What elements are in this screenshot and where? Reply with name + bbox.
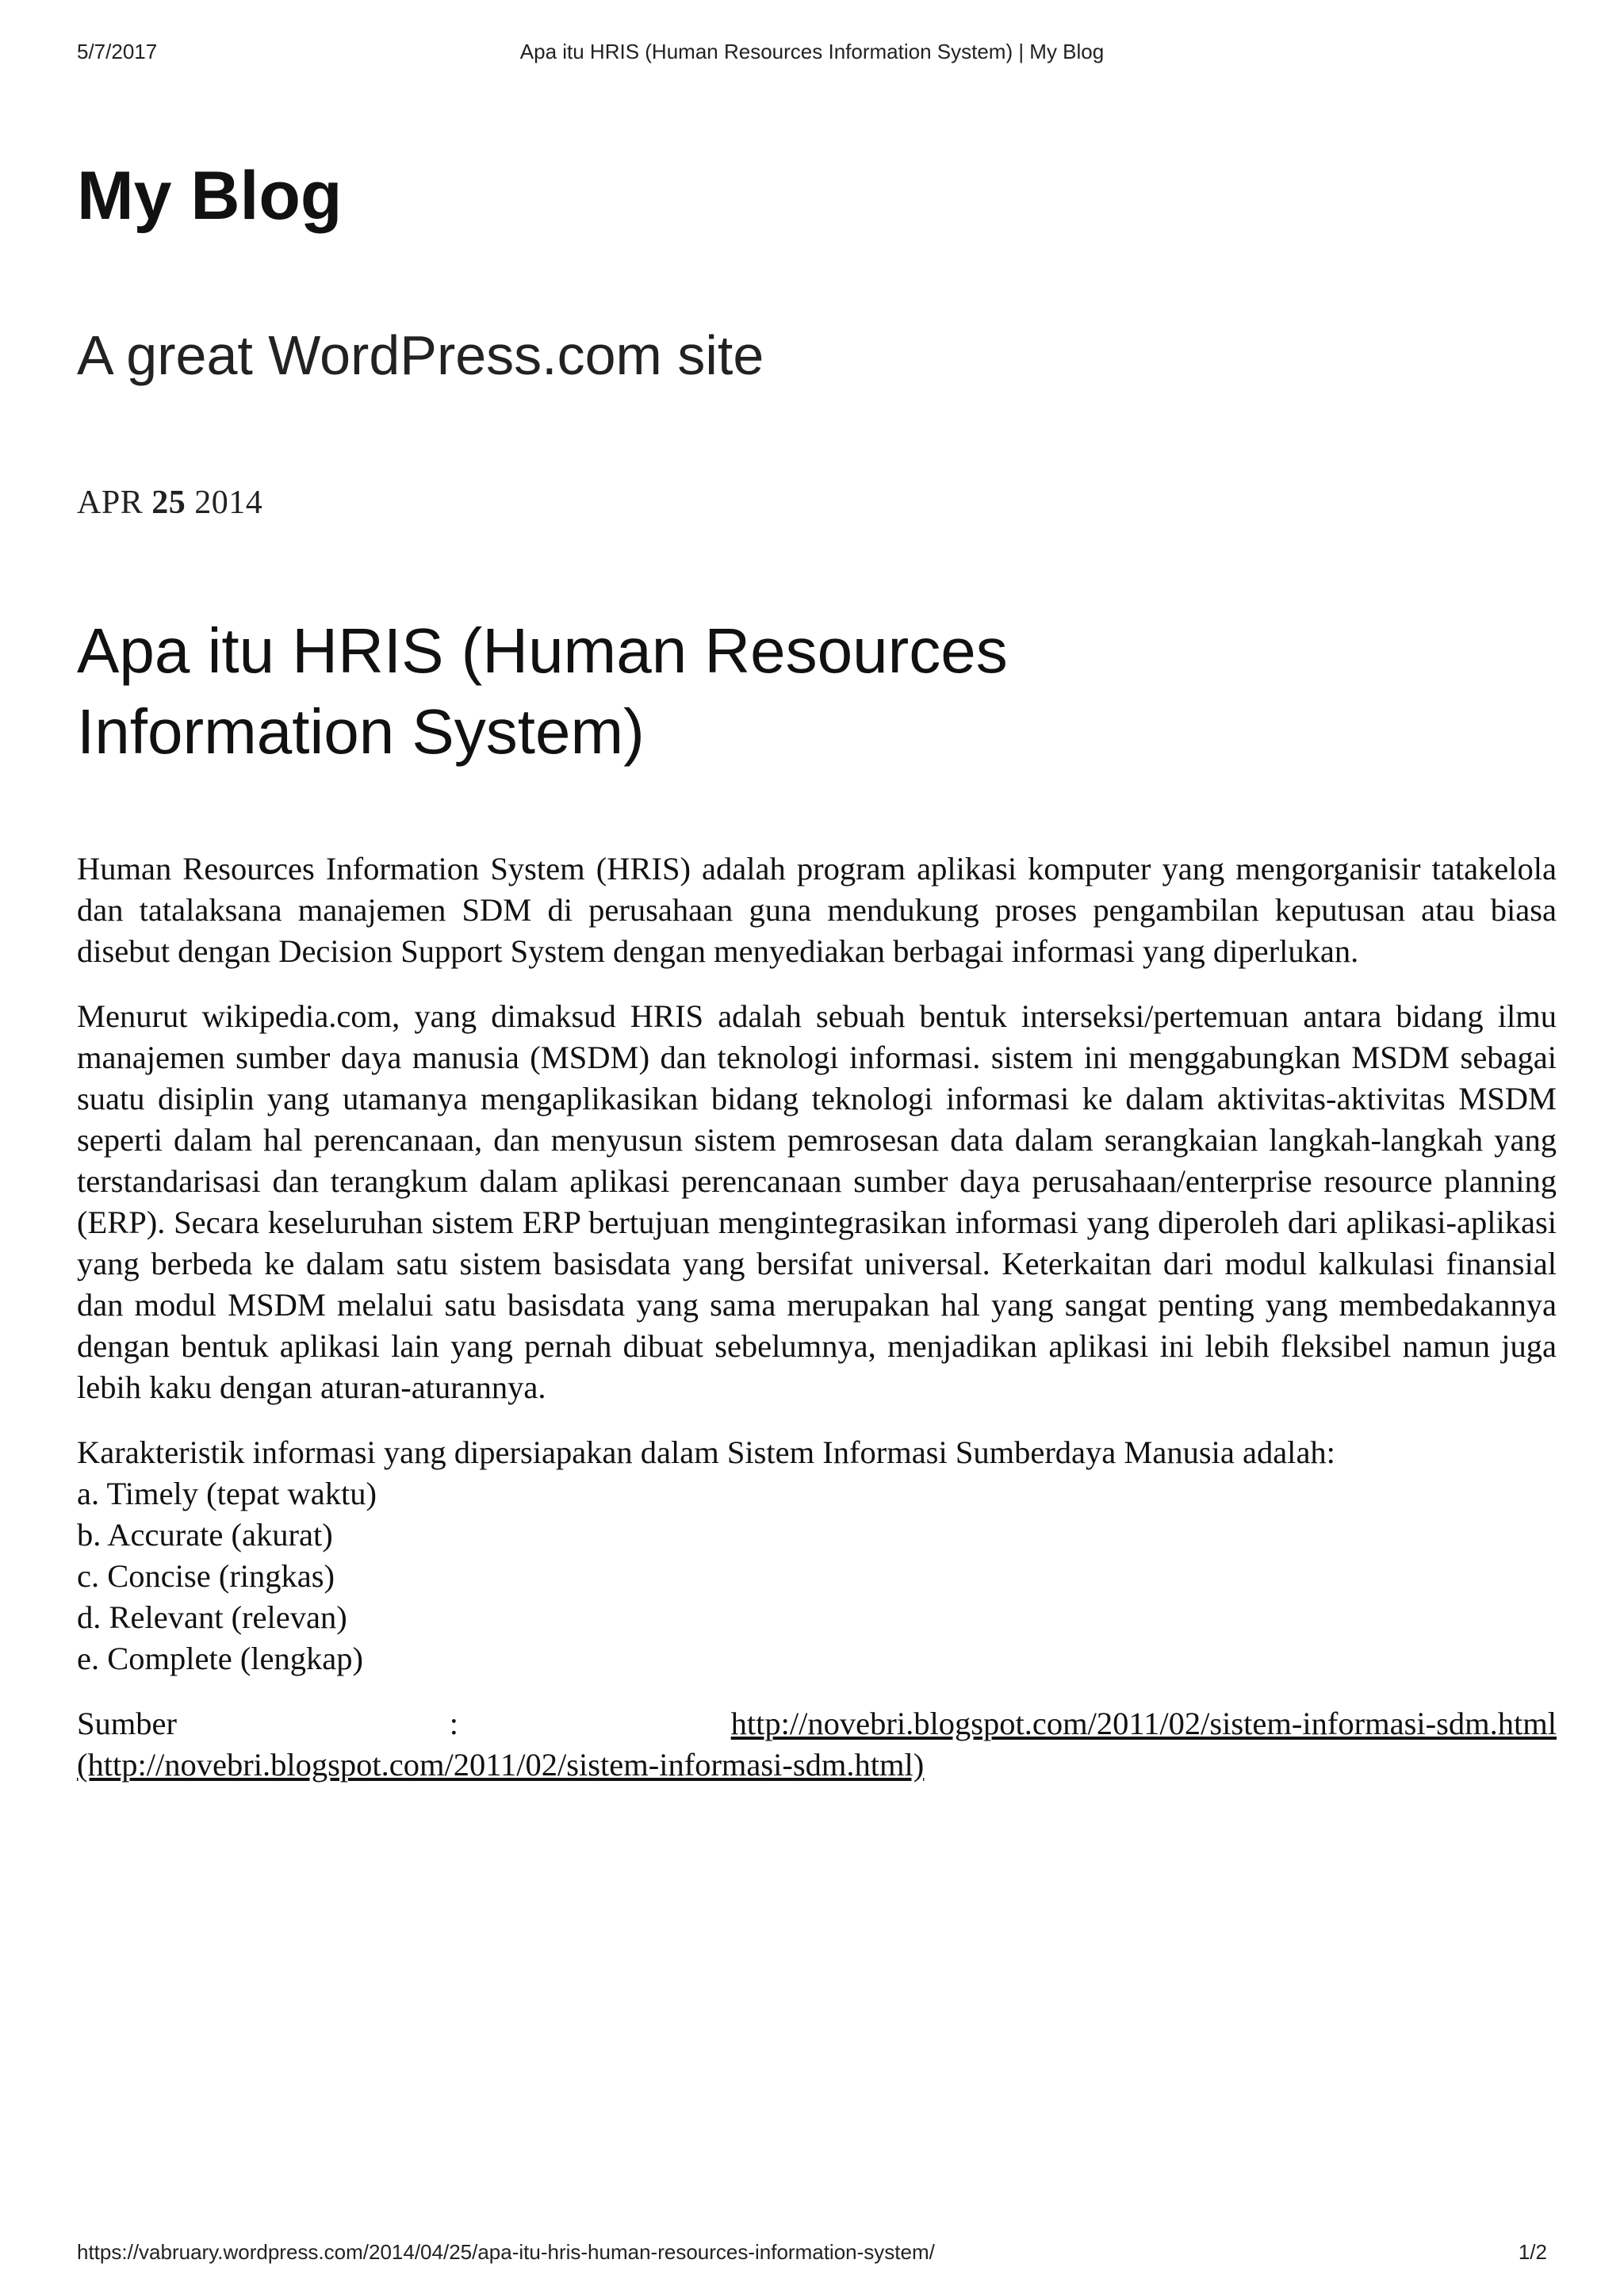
list-intro: Karakteristik informasi yang dipersiapakan dalam Sistem Informasi Sumberdaya Manusia adalah:	[77, 1434, 1335, 1470]
post-paragraph: Human Resources Information System (HRIS) adalah program aplikasi komputer yang mengorganisir tatakelola dan tatalaksana manajemen SDM di perusahaan guna mendukung proses pengambilan keputusan atau biasa disebut dengan Decision Support System dengan menyediakan berbagai informasi yang diperlukan.	[77, 851, 1557, 969]
post-date	[77, 484, 262, 522]
source-link[interactable]: http://novebri.blogspot.com/2011/02/sistem-informasi-sdm.html	[730, 1706, 1557, 1741]
post-date-day: 25	[151, 484, 186, 521]
post-date-year: 2014	[194, 484, 263, 521]
print-date: 5/7/2017	[77, 40, 158, 63]
source-separator: :	[449, 1706, 458, 1741]
list-item: b. Accurate (akurat)	[77, 1517, 333, 1553]
list-item: d. Relevant (relevan)	[77, 1599, 347, 1635]
print-url: https://vabruary.wordpress.com/2014/04/25/apa-itu-hris-human-resources-information-system/	[77, 2240, 935, 2264]
list-item: c. Concise (ringkas)	[77, 1558, 335, 1594]
source-label: Sumber	[77, 1706, 177, 1741]
print-header	[77, 40, 1547, 71]
site-title[interactable]: My Blog	[77, 158, 343, 234]
page-number: 1/2	[1518, 2240, 1547, 2264]
source-line	[77, 1703, 1557, 1786]
print-page-title: Apa itu HRIS (Human Resources Information System) | My Blog	[519, 40, 1105, 63]
list-item: a. Timely (tepat waktu)	[77, 1476, 377, 1511]
post-title: Apa itu HRIS (Human Resources Information System)	[77, 615, 1008, 767]
site-tagline: A great WordPress.com site	[77, 324, 764, 386]
post-paragraph: Menurut wikipedia.com, yang dimaksud HRIS adalah sebuah bentuk interseksi/pertemuan antara bidang ilmu manajemen sumber daya manusia (MSDM) dan teknologi informasi. sistem ini menggabungkan MSDM sebagai suatu disiplin yang utamanya mengaplikasikan bidang teknologi informasi ke dalam aktivitas-aktivitas MSDM seperti dalam hal perencanaan, dan menyusun sistem pemrosesan data dalam serangkaian langkah-langkah yang terstandarisasi dan terangkum dalam aplikasi perencanaan sumber daya perusahaan/enterprise resource planning (ERP). Secara keseluruhan sistem ERP bertujuan mengintegrasikan informasi yang diperoleh dari aplikasi-aplikasi yang berbeda ke dalam satu sistem basisdata yang bersifat universal. Keterkaitan dari modul kalkulasi finansial dan modul MSDM melalui satu basisdata yang sama merupakan hal yang sangat penting yang membedakannya dengan bentuk aplikasi lain yang pernah dibuat sebelumnya, menjadikan aplikasi ini lebih fleksibel namun juga lebih kaku dengan aturan-aturannya.	[77, 998, 1557, 1405]
post-body	[77, 848, 1557, 1810]
post-date-month: APR	[77, 484, 144, 521]
source-link-url[interactable]: (http://novebri.blogspot.com/2011/02/sistem-informasi-sdm.html)	[77, 1747, 925, 1783]
characteristics-list	[77, 1432, 1557, 1679]
print-footer	[77, 2240, 1547, 2272]
list-item: e. Complete (lengkap)	[77, 1641, 363, 1676]
